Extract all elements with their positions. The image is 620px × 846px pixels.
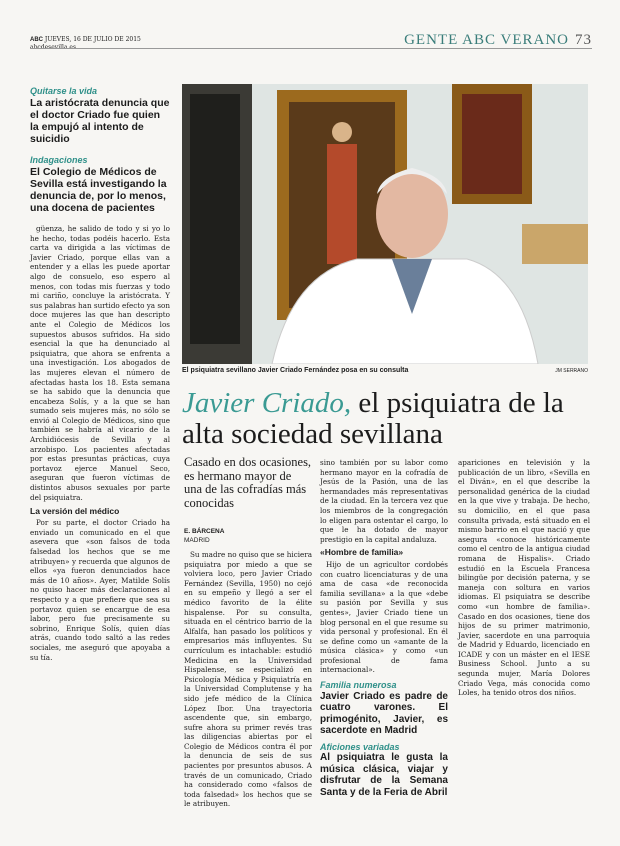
- article-col-3: apariciones en televisión y la publicación de un libro, «Sevilla en el Diván», en el que describe la personalidad genérica de la ciudad en la que vive y trabaja. De hecho, su domicilio, en el que pasa consulta privada, está situado en el mismo barrio en el que nació y que asegura «conoce históricamente como el centro de la antigua ciudad romana de Hispalis». Criado estudió en la Escuela Francesa bilingüe por decisión paterna, y se maneja con soltura en varios idiomas. El psiquiatra se describe como «un hombre de familia». Casado en dos ocasiones, tiene dos hijos de su primer matrimonio, Javier, sacerdote en una parroquia de Madrid y Eduardo, licenciado en ICADE y con un máster en el IESE Business School. Junto a su segunda mujer, María Dolores Criado Vega, más conocida como Loles, ha tenido otros dos niños.: [458, 458, 590, 698]
- headline-name: Javier Criado,: [182, 387, 352, 419]
- byline: [184, 527, 224, 545]
- left-body: güenza, he salido de todo y si yo lo he hecho, todas podéis hacerlo. Esta carta va dirigida a las víctimas de Javier Criado, porque ellas van a entender y a ellas les puede aportar algo de consuelo, eso espero al menos, con todas mis fuerzas y todo mi cariño, concluye la aristócrata. Y sus palabras han surtido efecto ya son doce mujeres las que han descripto ante el Colegio de Médicos los supuestos abusos sufridos. Ha sido esencial la que ha denunciado al psiquiatra, que ahora se enfrenta a una investigación. Los abogados de las mujeres elevan el número de afectadas hasta los 18. Esta semana se ha sabido que la denuncia que encabeza Solís, y a la que se han sumado seis mujeres más, no sólo se envió al Colegio de Médicos, sino que también se habría al vicario de la Archidiócesis de Sevilla y al arzobispo. Los pacientes afectadas por estas presuntas prácticas, cuya portavoz ejerce Manuel Seco, aseguran que fueron víctimas de distintos abusos sexuales por parte del psiquiatra.: [30, 224, 171, 502]
- header-rule: [30, 48, 592, 49]
- byline-city: MADRID: [184, 537, 210, 544]
- brief-kicker: Quitarse la vida: [30, 86, 98, 96]
- main-photo: [182, 84, 588, 364]
- left-body-2: Por su parte, el doctor Criado ha enviado un comunicado en el que asevera que «son falsos de toda falsedad los hechos que se me atribuyen» y recuerda que algunos de ellos «ya fueron denunciados hace más de 10 años». Ayer, Matilde Solís no quiso hacer más declaraciones al respecto y a que prefiere que sea su portavoz quien se encargue de esa labor, pero fue precisamente su sobrino, Enrique Solís, quien días atrás, cuando todo saltó a las redes sociales, me aseguró que apoyaba a su tía.: [30, 518, 170, 662]
- photo-caption: El psiquiatra sevillano Javier Criado Fernández posa en su consulta: [182, 367, 409, 374]
- headline-rest: el psiquiatra de la alta sociedad sevillana: [182, 387, 564, 450]
- section-name: GENTE ABC VERANO: [404, 32, 569, 48]
- page-number: 73: [575, 32, 592, 48]
- article-col-2: sino también por su labor como hermano mayor en la cofradía de Jesús de la Pasión, una de las hermandades más representativas de la ciudad. En la tercera vez que los miembros de la congregación lo eligen para ostentar el cargo, lo que le ha dotado de mayor prestigio en la capital andaluza. «Hombre de familia» Hijo de un agricultor cordobés con cuatro licenciaturas y de una ama de casa «de reconocida familia sevillana» a la que «debe su pasión por Sevilla y sus gentes», Javier Criado tiene un blog personal en el que resume su vida personal y profesional. En él se define como un «amante de la música clásica» y como «un profesional de fama internacional». Familia numerosa Javier Criado es padre de cuatro varones. El primogénito, Javier, es sacerdote en Madrid Aficiones variadas Al psiquiatra le gusta la música clásica, viajar y disfrutar de la Semana Santa y de la Feria de Abril: [320, 458, 448, 798]
- portrait-illustration: [182, 84, 588, 364]
- box-title: Javier Criado es padre de cuatro varones. El primogénito, Javier, es sacerdote en Madrid: [320, 690, 448, 737]
- byline-author: E. BÁRCENA: [184, 528, 225, 535]
- date: JUEVES, 16 DE JULIO DE 2015: [44, 36, 141, 43]
- left-subhead: La versión del médico: [30, 506, 120, 517]
- brief-title: El Colegio de Médicos de Sevilla está investigando la denuncia de, por lo menos, una docena de pacientes: [30, 166, 167, 214]
- article-col-1: Su madre no quiso que se hiciera psiquiatra por miedo a que se volviera loco, pero Javier Criado Fernández (Sevilla, 1950) no cejó en su empeño y llegó a ser el médico favorito de la élite hispalense. Por su consulta, situada en el céntrico barrio de la Alfalfa, han pasado los políticos y empresarios más influyentes. Su currículum es intachable: estudió Medicina en la Universidad Hispalense, se especializó en Psicología Médica y Psiquiatría en la Universidad Complutense y ha sido jefe médico de la Clínica López Ibor. Una trayectoria ascendente que, sin embargo, sufre ahora su primer revés tras las diligencias abiertas por el Colegio de Médicos contra él por la denuncia de seis de sus pacientes por presuntos abusos. A través de un comunicado, Criado ha considerado como «falsos de toda falsedad» los hechos que se le atribuyen.: [184, 550, 312, 809]
- box-kicker: Aficiones variadas: [320, 741, 400, 752]
- brief-kicker: Indagaciones: [30, 155, 88, 165]
- section-header: [404, 32, 592, 49]
- photo-credit: JM SERRANO: [555, 368, 588, 374]
- box-title: Al psiquiatra le gusta la música clásica, viajar y disfrutar de la Semana Santa y de la Feria de Abril: [320, 752, 448, 798]
- box-kicker: Familia numerosa: [320, 680, 397, 691]
- deck: Casado en dos ocasiones, es hermano mayor de una de las cofradías más conocidas: [184, 455, 312, 510]
- col2-subhead: «Hombre de familia»: [320, 547, 404, 558]
- brief-title: La aristócrata denuncia que el doctor Criado fue quien la empujó al intento de suicidio: [30, 97, 170, 145]
- headline: [182, 388, 592, 450]
- left-column: [30, 86, 170, 664]
- paper-name: ABC: [30, 37, 43, 43]
